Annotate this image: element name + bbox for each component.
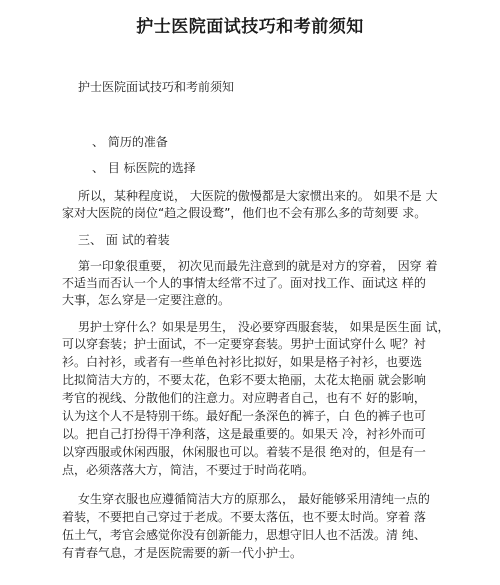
paragraph-line: 伍土气，考官会感觉你没有创新能力，思想守旧人也不活泼。清 纯、 bbox=[62, 528, 426, 542]
paragraph-line: 所以，某种程度说， 大医院的傲慢都是大家惯出来的。 如果不是 大 bbox=[78, 189, 438, 203]
paragraph-line: 女生穿衣服也应遵循简洁大方的原那么， 最好能够采用清纯一点的 bbox=[78, 492, 430, 506]
paragraph-line: 以穿西服或休闲西服，休闲服也可以。着装不是很 绝对的，但是有一 bbox=[62, 445, 426, 459]
paragraph-line: 有青春气息，才是医院需要的新一代小护士。 bbox=[62, 546, 303, 560]
section-heading-resume: 、 简历的准备 bbox=[92, 135, 168, 149]
paragraph-line: 可以穿套装；护士面试，不一定要穿套装。男护士面试穿什么 呢？衬 bbox=[62, 337, 426, 351]
paragraph-line: 男护士穿什么？如果是男生， 没必要穿西服套装， 如果是医生面 试， bbox=[78, 320, 450, 334]
paragraph-line: 以。把自己打扮得干净利落，这是最重要的。如果天 冷，衬衫外而可 bbox=[62, 427, 426, 441]
paragraph-line: 大事，怎么穿是一定要注意的。 bbox=[62, 293, 231, 307]
paragraph-line: 衫。白衬衫，或者有一些单色衬衫比拟好，如果是格子衬衫，也要选 bbox=[62, 355, 423, 369]
paragraph-line: 第一印象很重要， 初次见而最先注意到的就是对方的穿着， 因穿 着 bbox=[78, 259, 438, 273]
section-heading-attire: 三、 面 试的着装 bbox=[78, 233, 170, 247]
paragraph-line: 着装，不要把自己穿过于老成。不要太落伍，也不要太时尚。穿着 落 bbox=[62, 510, 426, 524]
document-title: 护士医院面试技巧和考前须知 bbox=[136, 17, 364, 37]
paragraph-line: 认为这个人不是特别干练。最好配一条深色的裤子，白 色的裤子也可 bbox=[62, 409, 426, 423]
document-subtitle: 护士医院面试技巧和考前须知 bbox=[78, 80, 235, 94]
paragraph-line: 比拟简洁大方的，不要太花，色彩不要太艳丽，太花太艳丽 就会影响 bbox=[62, 373, 426, 387]
section-heading-target-hospital: 、 目 标医院的选择 bbox=[92, 161, 196, 175]
paragraph-line: 不适当而否认一个人的事情太经常不过了。面对找工作、面试这 样的 bbox=[62, 276, 426, 290]
paragraph-line: 考官的视线、分散他们的注意力。对应聘者自己，也有不 好的影响， bbox=[62, 391, 426, 405]
paragraph-line: 点，必须落落大方，简洁，不要过于时尚花哨。 bbox=[62, 463, 315, 477]
paragraph-line: 家对大医院的岗位“趋之假设鹜”，他们也不会有那么多的苛刻要 求。 bbox=[62, 206, 427, 220]
